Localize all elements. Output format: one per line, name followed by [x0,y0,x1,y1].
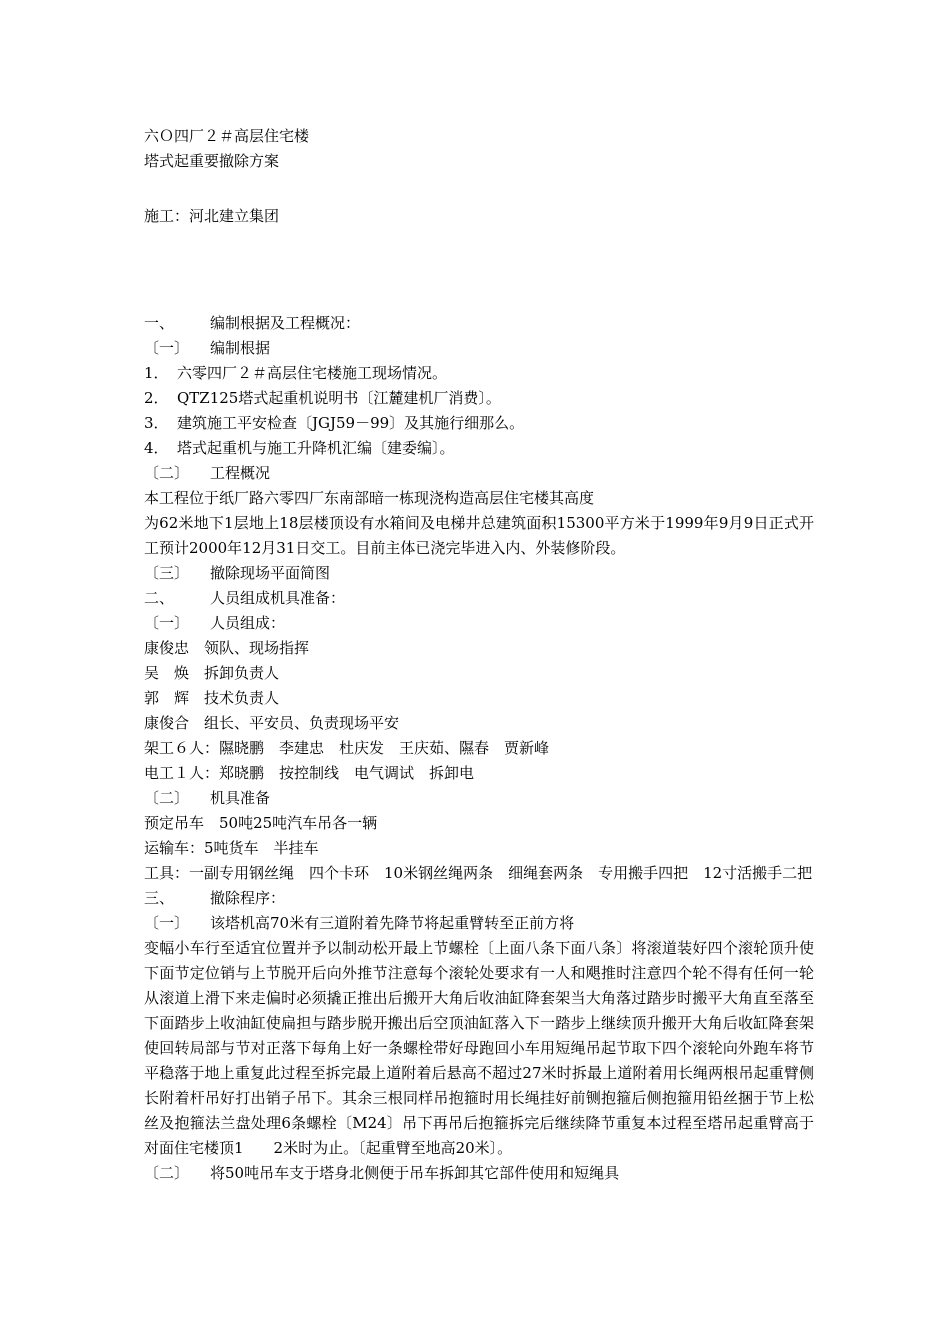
doc-builder: 施工：河北建立集团 [144,207,280,225]
equipment-row: 预定吊车 50吨25吨汽车吊各一辆 [144,814,378,832]
section-2-1-heading: 〔一〕 人员组成： [144,614,286,632]
reference-item: 1． 六零四厂２＃高层住宅楼施工现场情况。 [144,364,448,382]
procedure-paragraph: 变幅小车行至适宜位置并予以制动松开最上节螺栓〔上面八条下面八条〕将滚道装好四个滚轮顶升使下面节定位销与上节脱开后向外推节注意每个滚轮处要求有一人和飓推时注意四个轮不得有任何一轮从滚道上滑下来走偏时必须撬正推出后搬开大角后收油缸降套架当大角落过踏步时搬平大角直至落至下面踏步上收油缸使扁担与踏步脱开搬出后空顶油缸落入下一踏步上继续顶升搬开大角后收缸降套架使回转局部与节对正落下每角上好一条螺栓带好母跑回小车用短绳吊起节取下四个滚轮向外跑车将节平稳落于地上重复此过程至拆完最上道附着后悬高不超过27米时拆最上道附着用长绳两根吊起重臂侧长附着杆吊好打出销子吊下。其余三根同样吊抱箍时用长绳挂好前铡抱箍后侧抱箍用铅丝捆于节上松丝及抱箍法兰盘处理6条螺栓〔M24〕吊下再吊后抱箍拆完后继续降节重复本过程至塔吊起重臂高于对面住宅楼顶1 2米时为止。〔起重臂至地高20米〕。 [144,939,814,1157]
section-1-2-heading: 〔二〕 工程概况 [144,464,271,482]
reference-item: 4． 塔式起重机与施工升降机汇编〔建委编〕。 [144,439,455,457]
section-1-heading: 一、 编制根据及工程概况： [144,314,361,332]
staff-row: 架工６人：隰晓鹏 李建忠 杜庆发 王庆茹、隰春 贾新峰 [144,739,550,757]
section-3-1-heading: 〔一〕 该塔机高70米有三道附着先降节将起重臂转至正前方将 [144,914,575,932]
reference-item: 2． QTZ125塔式起重机说明书〔江麓建机厂消费〕。 [144,389,501,407]
section-3-heading: 三、 撤除程序： [144,889,286,907]
tools-paragraph: 工具：一副专用钢丝绳 四个卡环 10米钢丝绳两条 细绳套两条 专用搬手四把 12寸活搬手二把 [144,864,813,882]
doc-title-2: 塔式起重要撤除方案 [144,152,280,170]
staff-row: 康俊忠 领队、现场指挥 [144,639,310,657]
doc-title-1: 六Ｏ四厂２＃高层住宅楼 [144,127,310,145]
staff-row: 康俊合 组长、平安员、负责现场平安 [144,714,400,732]
section-1-1-heading: 〔一〕 编制根据 [144,339,271,357]
reference-item: 3． 建筑施工平安检查〔JGJ59－99〕及其施行细那么。 [144,414,525,432]
section-2-heading: 二、 人员组成机具准备： [144,589,346,607]
section-3-2-heading: 〔二〕 将50吨吊车支于塔身北侧便于吊车拆卸其它部件使用和短绳具 [144,1164,620,1182]
section-1-3-heading: 〔三〕 撤除现场平面简图 [144,564,331,582]
document-page [144,124,814,1186]
overview-paragraph: 为62米地下1层地上18层楼顶设有水箱间及电梯井总建筑面积15300平方米于1999年9月9日正式开工预计2000年12月31日交工。目前主体已浇完毕进入内、外装修阶段。 [144,514,814,557]
staff-row: 郭 辉 技术负责人 [144,689,280,707]
staff-row: 吴 焕 拆卸负责人 [144,664,280,682]
overview-line-1: 本工程位于纸厂路六零四厂东南部暗一栋现浇构造高层住宅楼其高度 [144,489,595,507]
equipment-row: 运输车：5吨货车 半挂车 [144,839,319,857]
staff-row: 电工１人：郑晓鹏 按控制线 电气调试 拆卸电 [144,764,475,782]
section-2-2-heading: 〔二〕 机具准备 [144,789,271,807]
